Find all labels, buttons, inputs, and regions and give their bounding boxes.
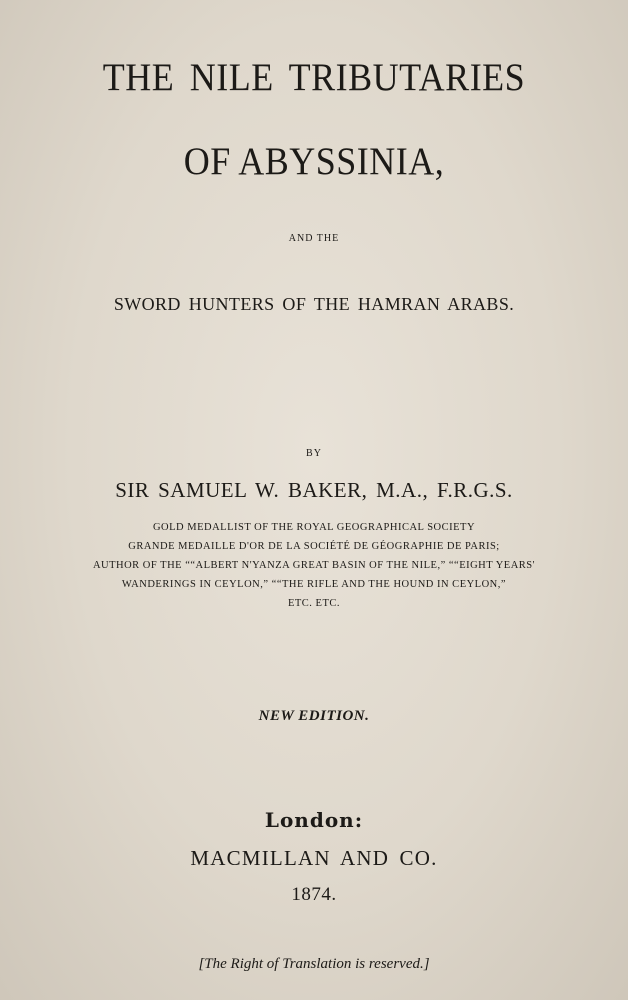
author-credential: GRANDE MEDAILLE D'OR DE LA SOCIÉTÉ DE GÉOGRAPHIE DE PARIS; [128, 541, 500, 552]
title-line-2: OF ABYSSINIA, [183, 139, 445, 183]
author-name: SIR SAMUEL W. BAKER, M.A., F.R.G.S. [115, 478, 513, 502]
by-line: BY [306, 448, 322, 459]
rights-notice: [The Right of Translation is reserved.] [198, 956, 430, 972]
publication-place: London: [264, 808, 364, 832]
publication-year: 1874. [291, 884, 337, 905]
publisher-name: MACMILLAN AND CO. [190, 846, 438, 870]
title-line-1: THE NILE TRIBUTARIES [102, 55, 526, 99]
author-credential: AUTHOR OF THE ““ALBERT N'YANZA GREAT BASIN OF THE NILE,” ““EIGHT YEARS' [92, 560, 536, 571]
title-connector: AND THE [288, 233, 340, 244]
author-credential: ETC. ETC. [287, 598, 341, 609]
author-credential: WANDERINGS IN CEYLON,” ““THE RIFLE AND THE HOUND IN CEYLON,” [121, 579, 507, 590]
edition-label: NEW EDITION. [258, 708, 370, 724]
subtitle: SWORD HUNTERS OF THE HAMRAN ARABS. [113, 294, 515, 314]
author-credential: GOLD MEDALLIST OF THE ROYAL GEOGRAPHICAL SOCIETY [152, 522, 476, 533]
